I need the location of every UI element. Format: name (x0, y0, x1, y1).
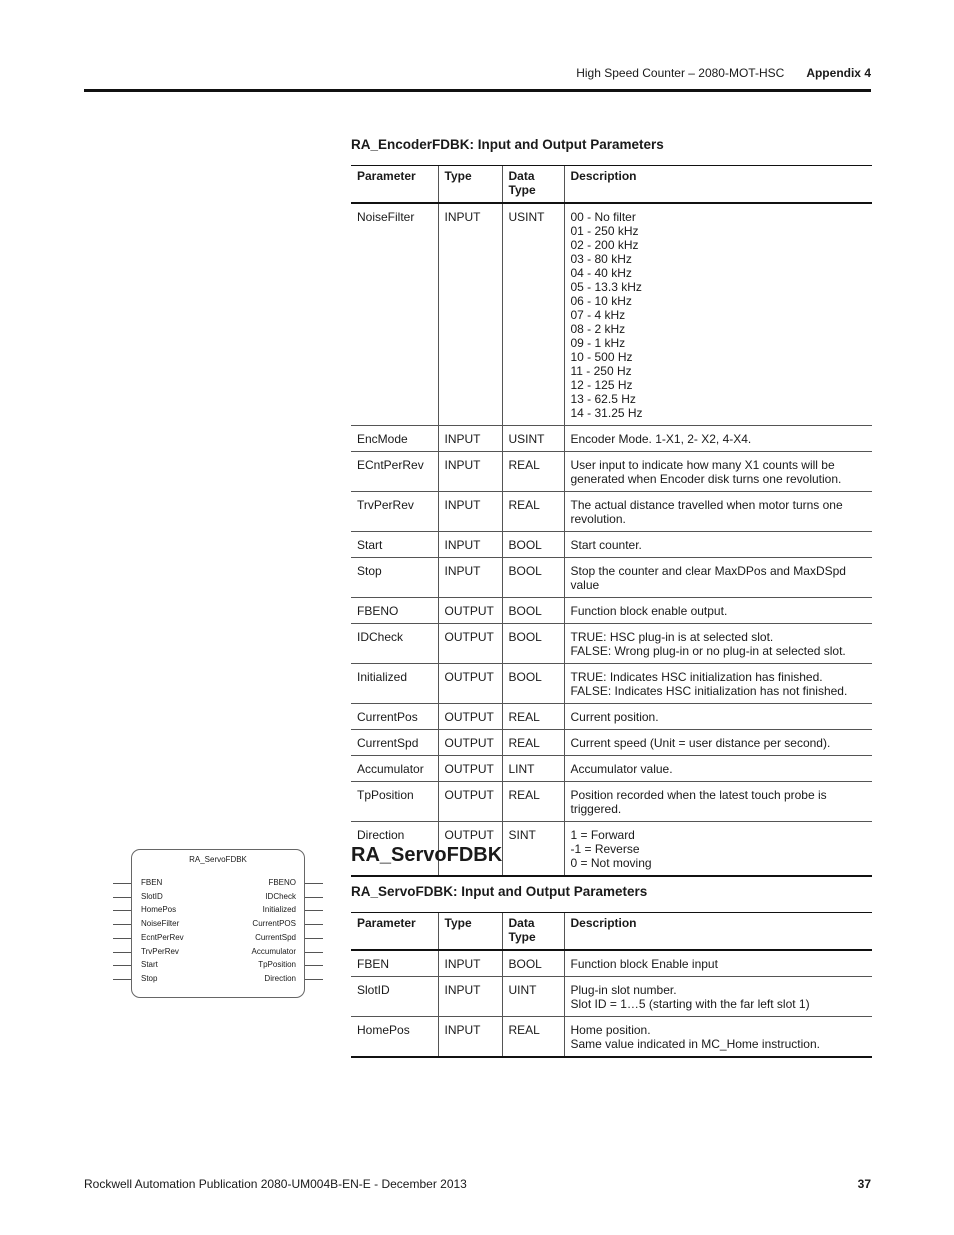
cell-parameter: Initialized (351, 664, 438, 704)
table-row (351, 532, 872, 558)
table-row (351, 598, 872, 624)
cell-data-type: USINT (502, 203, 564, 426)
cell-data-type: BOOL (502, 598, 564, 624)
cell-data-type: BOOL (502, 558, 564, 598)
output-pin-label: Direction (264, 973, 296, 983)
column-header-type: Type (438, 166, 502, 204)
input-pin-label: EcntPerRev (141, 932, 184, 942)
input-pin-label: SlotID (141, 891, 163, 901)
cell-description: TRUE: Indicates HSC initialization has finished. FALSE: Indicates HSC initialization has not finished. (564, 664, 872, 704)
cell-data-type: REAL (502, 782, 564, 822)
table-row (351, 558, 872, 598)
cell-data-type: REAL (502, 704, 564, 730)
table-row (351, 782, 872, 822)
output-pin-line (305, 910, 323, 911)
header-rule (84, 89, 871, 92)
cell-type: OUTPUT (438, 624, 502, 664)
cell-data-type: LINT (502, 756, 564, 782)
cell-parameter: CurrentPos (351, 704, 438, 730)
cell-description: Start counter. (564, 532, 872, 558)
cell-description: Function block enable output. (564, 598, 872, 624)
table-row (351, 624, 872, 664)
cell-parameter: FBENO (351, 598, 438, 624)
table-row (351, 492, 872, 532)
table-row (351, 950, 872, 977)
cell-description: User input to indicate how many X1 counts will be generated when Encoder disk turns one revolution. (564, 452, 872, 492)
table-row (351, 1017, 872, 1058)
cell-description: TRUE: HSC plug-in is at selected slot. FALSE: Wrong plug-in or no plug-in at selected slot. (564, 624, 872, 664)
input-pin-line (113, 897, 131, 898)
cell-parameter: SlotID (351, 977, 438, 1017)
output-pin-label: IDCheck (265, 891, 296, 901)
input-pin-label: Start (141, 960, 158, 970)
cell-parameter: TrvPerRev (351, 492, 438, 532)
cell-data-type: BOOL (502, 664, 564, 704)
cell-type: INPUT (438, 492, 502, 532)
table2-caption: RA_ServoFDBK: Input and Output Parameters (351, 884, 648, 899)
cell-type: INPUT (438, 1017, 502, 1058)
footer-publication: Rockwell Automation Publication 2080-UM004B-EN-E - December 2013 (84, 1177, 467, 1191)
servofdbk-parameter-table (351, 912, 872, 1058)
input-pin-label: NoiseFilter (141, 919, 180, 929)
page-number: 37 (857, 1177, 871, 1191)
table-row (351, 203, 872, 426)
column-header-description: Description (564, 166, 872, 204)
cell-description: The actual distance travelled when motor turns one revolution. (564, 492, 872, 532)
cell-parameter: NoiseFilter (351, 203, 438, 426)
section-heading-ra-servofdbk: RA_ServoFDBK (351, 844, 503, 866)
header-section: High Speed Counter – 2080-MOT-HSC (576, 66, 785, 80)
table1-caption: RA_EncoderFDBK: Input and Output Parameters (351, 137, 664, 152)
input-pin-line (113, 910, 131, 911)
cell-parameter: ECntPerRev (351, 452, 438, 492)
function-block-title: RA_ServoFDBK (189, 855, 247, 864)
cell-type: OUTPUT (438, 782, 502, 822)
column-header-data-type: Data Type (502, 913, 564, 951)
encoderfdbk-parameter-table (351, 165, 872, 877)
cell-data-type: REAL (502, 1017, 564, 1058)
cell-parameter: Stop (351, 558, 438, 598)
column-header-data-type: Data Type (502, 166, 564, 204)
header-appendix: Appendix 4 (806, 66, 871, 80)
table-row (351, 452, 872, 492)
cell-type: INPUT (438, 203, 502, 426)
cell-description: Encoder Mode. 1-X1, 2- X2, 4-X4. (564, 426, 872, 452)
cell-type: INPUT (438, 452, 502, 492)
output-pin-line (305, 965, 323, 966)
cell-type: INPUT (438, 950, 502, 977)
cell-data-type: REAL (502, 492, 564, 532)
input-pin-label: HomePos (141, 905, 177, 915)
cell-description: 1 = Forward -1 = Reverse 0 = Not moving (564, 822, 872, 877)
output-pin-label: Accumulator (251, 946, 296, 956)
output-pin-line (305, 924, 323, 925)
input-pin-label: TrvPerRev (141, 946, 179, 956)
output-pin-line (305, 897, 323, 898)
running-header (576, 66, 871, 80)
input-pin-line (113, 883, 131, 884)
input-pin-line (113, 938, 131, 939)
cell-type: INPUT (438, 558, 502, 598)
output-pin-line (305, 938, 323, 939)
input-pin-line (113, 965, 131, 966)
table-row (351, 756, 872, 782)
cell-parameter: CurrentSpd (351, 730, 438, 756)
input-pin-line (113, 979, 131, 980)
cell-type: OUTPUT (438, 730, 502, 756)
cell-parameter: FBEN (351, 950, 438, 977)
cell-data-type: UINT (502, 977, 564, 1017)
cell-description: Home position. Same value indicated in MC_Home instruction. (564, 1017, 872, 1058)
cell-parameter: IDCheck (351, 624, 438, 664)
cell-data-type: USINT (502, 426, 564, 452)
output-pin-line (305, 883, 323, 884)
cell-description: Current speed (Unit = user distance per second). (564, 730, 872, 756)
output-pin-line (305, 979, 323, 980)
cell-parameter: Direction (351, 822, 438, 877)
column-header-parameter: Parameter (351, 913, 438, 951)
cell-data-type: SINT (502, 822, 564, 877)
cell-parameter: Start (351, 532, 438, 558)
cell-data-type: REAL (502, 452, 564, 492)
cell-type: INPUT (438, 532, 502, 558)
cell-parameter: HomePos (351, 1017, 438, 1058)
cell-description: Current position. (564, 704, 872, 730)
cell-type: OUTPUT (438, 822, 502, 877)
cell-description: Function block Enable input (564, 950, 872, 977)
cell-data-type: BOOL (502, 532, 564, 558)
table-row (351, 426, 872, 452)
cell-parameter: Accumulator (351, 756, 438, 782)
cell-type: OUTPUT (438, 598, 502, 624)
cell-description: Stop the counter and clear MaxDPos and MaxDSpd value (564, 558, 872, 598)
output-pin-label: FBENO (268, 878, 296, 887)
output-pin-label: Initialized (262, 905, 296, 915)
table-row (351, 730, 872, 756)
cell-data-type: BOOL (502, 624, 564, 664)
output-pin-label: CurrentPOS (252, 919, 296, 929)
cell-type: INPUT (438, 977, 502, 1017)
output-pin-line (305, 952, 323, 953)
column-header-description: Description (564, 913, 872, 951)
column-header-parameter: Parameter (351, 166, 438, 204)
cell-description: Accumulator value. (564, 756, 872, 782)
table-row (351, 704, 872, 730)
cell-description: Plug-in slot number. Slot ID = 1…5 (starting with the far left slot 1) (564, 977, 872, 1017)
cell-type: INPUT (438, 426, 502, 452)
table-row (351, 977, 872, 1017)
input-pin-label: FBEN (141, 878, 163, 887)
output-pin-label: TpPosition (258, 960, 296, 970)
cell-parameter: TpPosition (351, 782, 438, 822)
input-pin-line (113, 952, 131, 953)
table-row (351, 664, 872, 704)
cell-type: OUTPUT (438, 664, 502, 704)
function-block-diagram (113, 849, 325, 999)
output-pin-label: CurrentSpd (255, 932, 296, 942)
cell-data-type: REAL (502, 730, 564, 756)
cell-parameter: EncMode (351, 426, 438, 452)
cell-description: Position recorded when the latest touch probe is triggered. (564, 782, 872, 822)
column-header-type: Type (438, 913, 502, 951)
cell-type: OUTPUT (438, 756, 502, 782)
cell-description: 00 - No filter 01 - 250 kHz 02 - 200 kHz 03 - 80 kHz 04 - 40 kHz 05 - 13.3 kHz 06 - 10 kHz 07 - 4 kHz 08 - 2 kHz 09 - 1 kHz 10 - 500 Hz 11 - 250 Hz 12 - 125 Hz 13 - 62.5 Hz 14 - 31.25 Hz (564, 203, 872, 426)
cell-data-type: BOOL (502, 950, 564, 977)
cell-type: OUTPUT (438, 704, 502, 730)
input-pin-line (113, 924, 131, 925)
input-pin-label: Stop (141, 973, 158, 983)
